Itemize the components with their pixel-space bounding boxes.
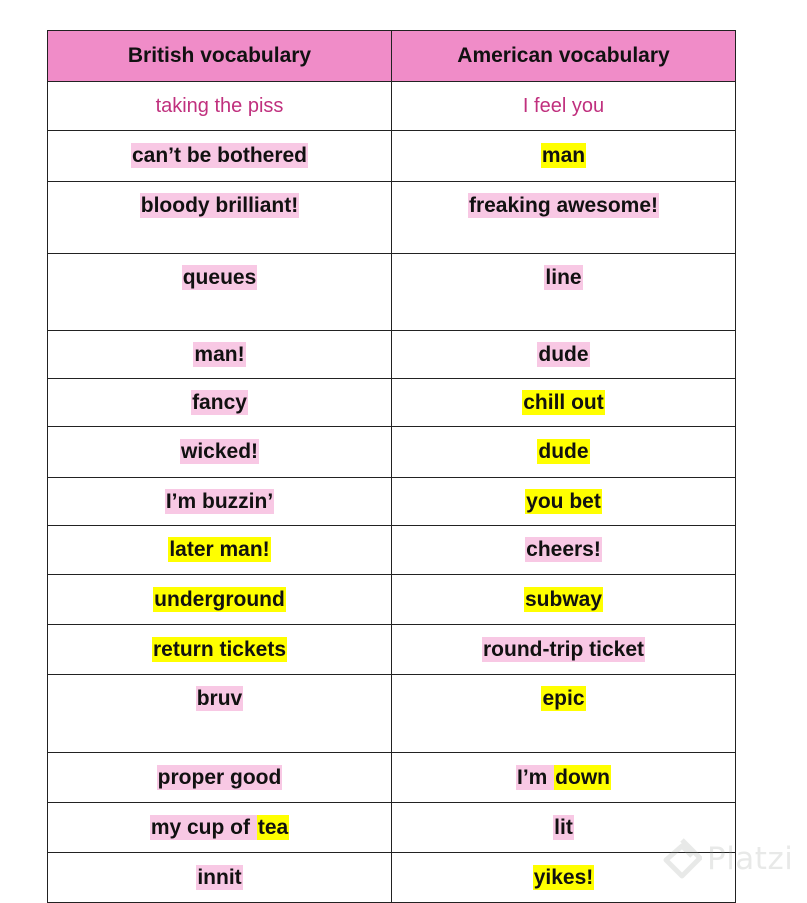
american-term: man [541, 144, 586, 167]
british-term: tea [257, 815, 289, 839]
american-cell [392, 427, 736, 478]
british-term: taking the piss [155, 94, 284, 117]
american-term: chill out [523, 390, 604, 414]
british-cell [48, 331, 392, 379]
british-term: wicked! [180, 440, 259, 463]
british-cell [48, 575, 392, 625]
american-term: freaking awesome! [468, 194, 659, 217]
american-term: you bet [526, 489, 601, 513]
american-term: subway [524, 587, 603, 611]
american-term: line [545, 266, 582, 289]
table-row [48, 331, 736, 379]
table-row [48, 853, 736, 903]
british-term: can’t be bothered [131, 144, 308, 167]
american-cell [392, 82, 736, 131]
british-term: my cup of [150, 815, 256, 839]
british-cell [48, 254, 392, 331]
table-row [48, 131, 736, 182]
table-row [48, 625, 736, 675]
american-cell [392, 254, 736, 331]
british-cell [48, 753, 392, 803]
table-row [48, 379, 736, 427]
british-term: bruv [196, 687, 243, 710]
table-row [48, 526, 736, 575]
british-term: innit [197, 865, 242, 889]
american-term: down [555, 765, 610, 789]
british-term: later man! [169, 538, 270, 561]
british-term: fancy [192, 390, 247, 414]
table-body [48, 82, 736, 903]
british-cell [48, 803, 392, 853]
american-term: dude [538, 440, 589, 463]
british-term: proper good [157, 765, 282, 789]
british-term: bloody brilliant! [140, 194, 299, 217]
table-row [48, 753, 736, 803]
american-cell [392, 478, 736, 526]
british-cell [48, 526, 392, 575]
table-row [48, 254, 736, 331]
platzi-watermark [662, 838, 807, 883]
table-header-row [48, 31, 736, 82]
table-row [48, 575, 736, 625]
table-row [48, 803, 736, 853]
table-row [48, 427, 736, 478]
header-american: American vocabulary [392, 31, 736, 82]
american-term: yikes! [533, 865, 594, 889]
american-cell [392, 526, 736, 575]
american-term: cheers! [526, 538, 601, 561]
header-british: British vocabulary [48, 31, 392, 82]
british-term: underground [154, 587, 285, 611]
american-cell [392, 753, 736, 803]
vocabulary-table [47, 30, 736, 903]
british-cell [48, 625, 392, 675]
british-term: queues [182, 266, 257, 289]
british-cell [48, 478, 392, 526]
british-cell [48, 675, 392, 753]
watermark-text: Platzi [707, 841, 794, 877]
british-term: man! [194, 342, 245, 366]
table-row [48, 478, 736, 526]
british-cell [48, 853, 392, 903]
table-row [48, 675, 736, 753]
american-term: epic [542, 687, 585, 710]
american-term: I feel you [522, 94, 605, 117]
american-term: round-trip ticket [483, 637, 644, 661]
american-cell [392, 575, 736, 625]
american-cell [392, 625, 736, 675]
british-term: I’m buzzin’ [165, 489, 274, 513]
american-term: dude [538, 342, 589, 366]
british-cell [48, 82, 392, 131]
british-term: return tickets [152, 637, 287, 661]
american-cell [392, 182, 736, 254]
table-row [48, 82, 736, 131]
american-term: lit [554, 815, 573, 839]
table-row [48, 182, 736, 254]
british-cell [48, 131, 392, 182]
american-cell [392, 379, 736, 427]
american-term: I’m [516, 765, 554, 789]
british-cell [48, 182, 392, 254]
platzi-logo-icon [662, 838, 702, 882]
british-cell [48, 427, 392, 478]
british-cell [48, 379, 392, 427]
american-cell [392, 331, 736, 379]
american-cell [392, 675, 736, 753]
american-cell [392, 131, 736, 182]
